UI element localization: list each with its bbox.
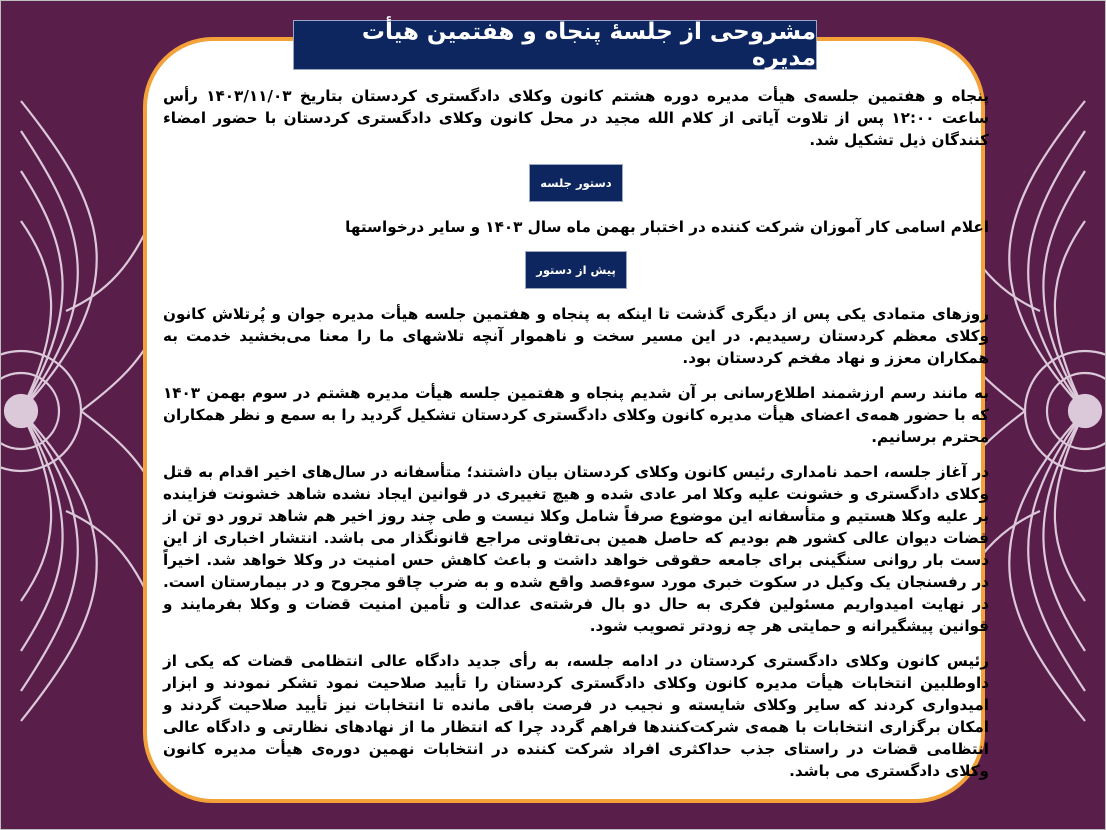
page-title: مشروحی از جلسهٔ پنجاه و هفتمین هیأت مدیره xyxy=(361,19,816,71)
body-paragraph-2: به مانند رسم ارزشمند اطلاع‌رسانی بر آن شدیم پنجاه و هفتمین جلسه هیأت مدیره هشتم در سوم بهمن ۱۴۰۳ که با حضور همه‌ی اعضای هیأت مدیره کانون وکلای دادگستری کردستان تشکیل گردید را به سمع و نظر همکاران محترم برسانیم. xyxy=(163,384,989,446)
agenda-label: دستور جلسه xyxy=(529,164,622,202)
intro-paragraph: پنجاه و هفتمین جلسه‌ی هیأت مدیره دوره هشتم کانون وکلای دادگستری کردستان بتاریخ ۱۴۰۳/۱۱/۰۳ رأس ساعت ۱۲:۰۰ پس از تلاوت آیاتی از کلام الله مجید در محل کانون وکلای دادگستری کردستان با حضور امضاء کنندگان ذیل تشکیل شد. xyxy=(163,87,989,149)
body-paragraph-3: در آغاز جلسه، احمد نامداری رئیس کانون وکلای کردستان بیان داشتند؛ متأسفانه در سال‌های اخیر اقدام به قتل وکلای دادگستری و خشونت علیه وکلا امر عادی شده و هیچ تغییری در قوانین ایجاد نشده شاهد خشونت فزاینده بر علیه وکلا هستیم و متأسفانه این موضوع صرفاً شامل وکلا نیست و طی چند روز اخیر هم شاهد ترور دو تن از قضات دیوان عالی کشور هم بودیم که حاصل همین بی‌تفاوتی مراجع قانونگذار می باشد. انتشار اخباری از این دست بار روانی سنگینی برای جامعه حقوقی خواهد داشت و باعث کاهش حس امنیت در وکلا خواهد شد. اخیراً در رفسنجان یک وکیل در سکوت خبری مورد سوءقصد واقع شده و به ضرب چاقو مجروح و در بیمارستان است. در نهایت امیدواریم مسئولین فکری به حال دو بال فرشته‌ی عدالت و تأمین امنیت قضات و وکلا بفرمایند و قوانین پیشگیرانه و حمایتی هر چه زودتر تصویب شود. xyxy=(163,463,989,635)
body-paragraph-4: رئیس کانون وکلای دادگستری کردستان در ادامه جلسه، به رأی جدید دادگاه عالی انتظامی قضات که یکی از داوطلبین انتخابات هیأت مدیره کانون وکلای دادگستری کردستان را تأیید صلاحیت نمود تشکر نمودند و ابزار امیدواری کردند که سایر وکلای شایسته و نجیب در فرصت باقی مانده تا انتخابات نیز تأیید صلاحیت گردند و امکان برگزاری انتخابات با همه‌ی شرکت‌کنندها فراهم گردد چرا که انتظار ما از نهادهای نظارتی و دادگاه عالی انتظامی قضات در راستای جذب حداکثری افراد شرکت کننده در انتخابات نهمین دوره‌ی هیأت مدیره کانون وکلای دادگستری می باشد. xyxy=(163,652,989,780)
preagenda-label-wrap xyxy=(163,251,989,289)
title-banner xyxy=(293,20,817,70)
agenda-text: اعلام اسامی کار آموزان شرکت کننده در اختبار بهمن ماه سال ۱۴۰۳ و سایر درخواستها xyxy=(345,218,989,236)
preagenda-label: پیش از دستور xyxy=(525,251,627,289)
document-body xyxy=(163,85,989,795)
body-paragraph-1: روزهای متمادی یکی پس از دیگری گذشت تا اینکه به پنجاه و هفتمین جلسه هیأت مدیره جوان و پُرتلاش کانون وکلای معظم کردستان رسیدیم. در این مسیر سخت و ناهموار آنچه تلاشهای ما را معنا می‌بخشید خدمت به همکاران معزز و نهاد مفخم کردستان بود. xyxy=(163,305,989,367)
agenda-label-wrap xyxy=(163,164,989,202)
